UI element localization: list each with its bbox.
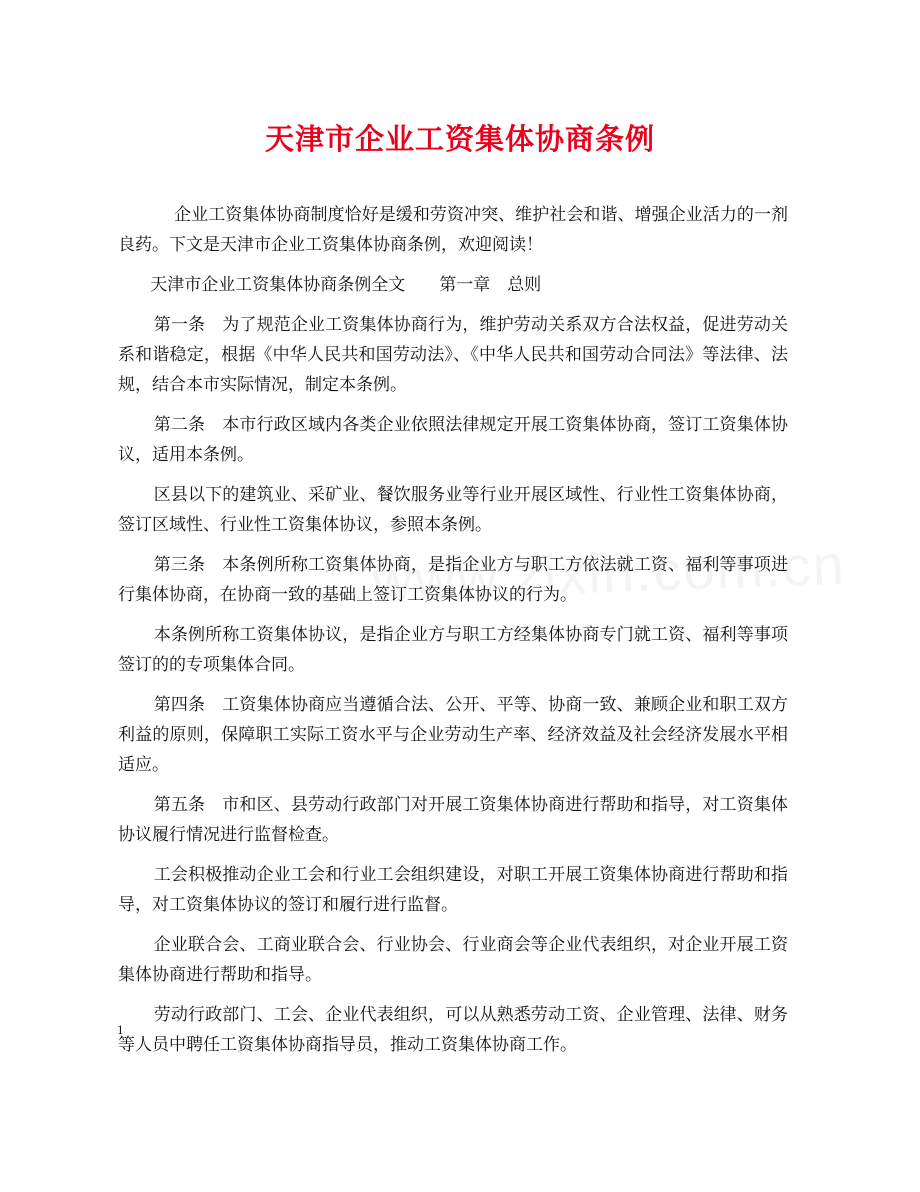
page-number: 1 [117, 1022, 124, 1037]
article-paragraph: 第四条 工资集体协商应当遵循合法、公开、平等、协商一致、兼顾企业和职工双方利益的原则，保障职工实际工资水平与企业劳动生产率、经济效益及社会经济发展水平相适应。 [118, 695, 788, 775]
article-paragraph: 工会积极推动企业工会和行业工会组织建设，对职工开展工资集体协商进行帮助和指导，对工资集体协议的签订和履行进行监督。 [118, 865, 788, 915]
article-paragraph: 区县以下的建筑业、采矿业、餐饮服务业等行业开展区域性、行业性工资集体协商，签订区域性、行业性工资集体协议，参照本条例。 [118, 485, 788, 535]
article-paragraph: 劳动行政部门、工会、企业代表组织，可以从熟悉劳动工资、企业管理、法律、财务等人员中聘任工资集体协商指导员，推动工资集体协商工作。 [118, 1005, 788, 1055]
intro-paragraph: 企业工资集体协商制度恰好是缓和劳资冲突、维护社会和谐、增强企业活力的一剂良药。下文是天津市企业工资集体协商条例，欢迎阅读！ [118, 205, 788, 255]
article-paragraph: 第二条 本市行政区域内各类企业依照法律规定开展工资集体协商，签订工资集体协议，适用本条例。 [118, 415, 788, 465]
document-body [118, 200, 788, 1070]
article-paragraph: 企业联合会、工商业联合会、行业协会、行业商会等企业代表组织，对企业开展工资集体协商进行帮助和指导。 [118, 935, 788, 985]
document-title: 天津市企业工资集体协商条例 [264, 122, 655, 156]
article-paragraph: 第一条 为了规范企业工资集体协商行为，维护劳动关系双方合法权益，促进劳动关系和谐稳定，根据《中华人民共和国劳动法》、《中华人民共和国劳动合同法》等法律、法规，结合本市实际情况，制定本条例。 [118, 315, 788, 395]
article-paragraph: 第三条 本条例所称工资集体协商，是指企业方与职工方依法就工资、福利等事项进行集体协商，在协商一致的基础上签订工资集体协议的行为。 [118, 555, 788, 605]
article-paragraph: 本条例所称工资集体协议，是指企业方与职工方经集体协商专门就工资、福利等事项签订的的专项集体合同。 [118, 625, 788, 675]
article-paragraph: 第五条 市和区、县劳动行政部门对开展工资集体协商进行帮助和指导，对工资集体协议履行情况进行监督检查。 [118, 795, 788, 845]
chapter-heading: 天津市企业工资集体协商条例全文 第一章 总则 [150, 275, 542, 295]
